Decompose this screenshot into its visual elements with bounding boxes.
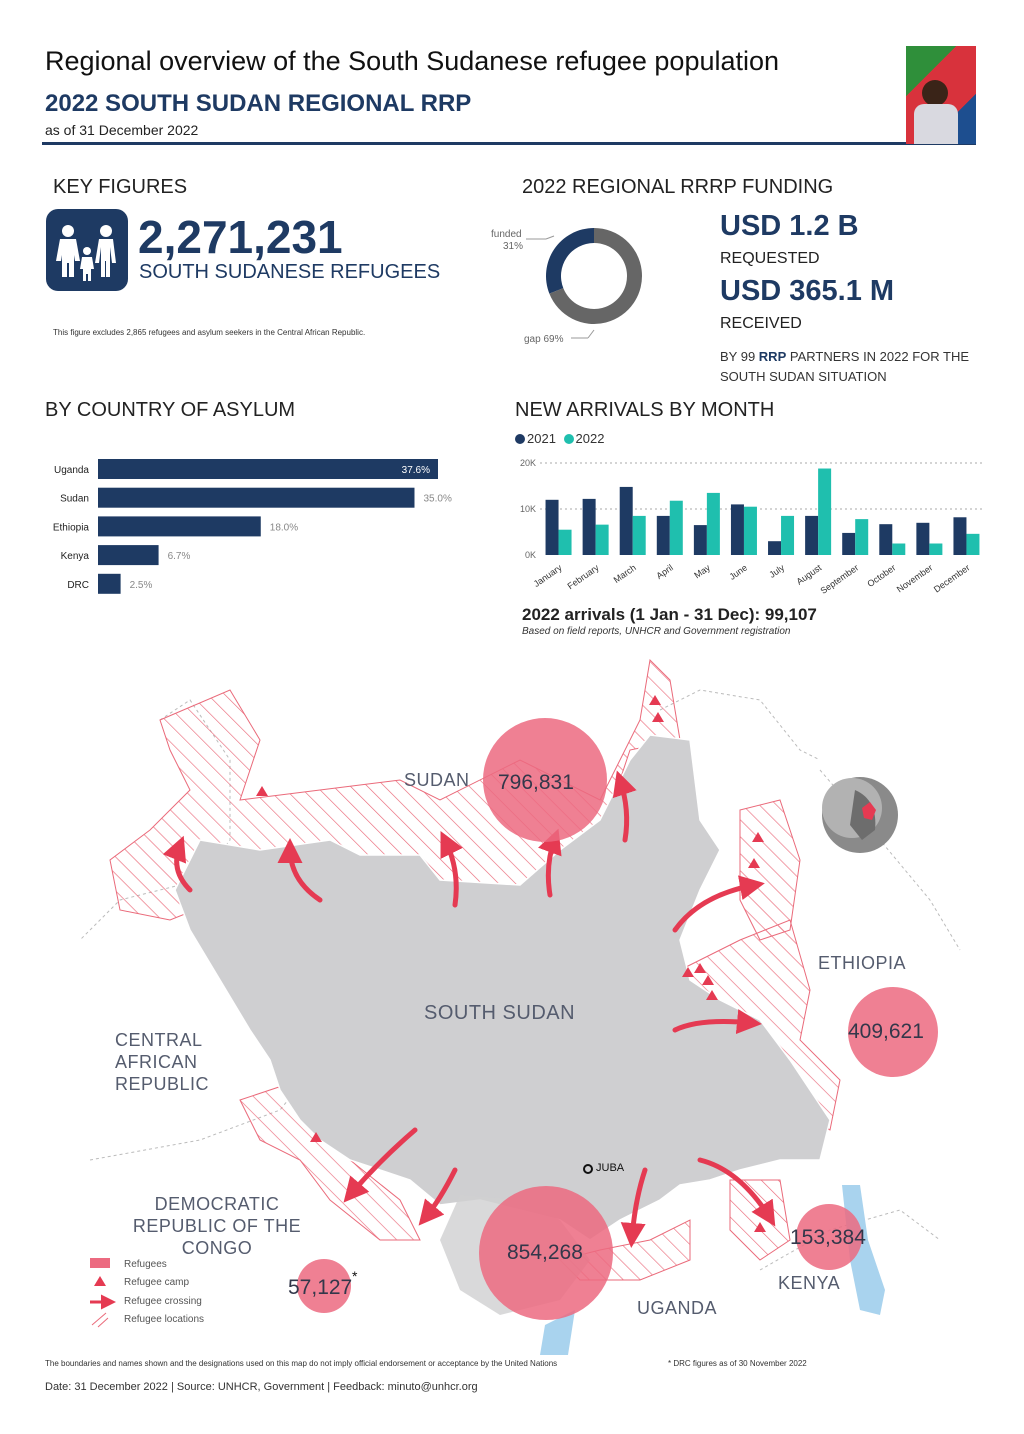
- value-drc-star: *: [352, 1268, 358, 1284]
- arrivals-bar-2022: [966, 534, 979, 555]
- arrivals-bar-2022: [670, 501, 683, 555]
- by-country-heading: BY COUNTRY OF ASYLUM: [45, 399, 296, 421]
- country-value-label: 6.7%: [167, 551, 191, 563]
- funded-label: funded: [491, 229, 522, 240]
- key-figures-note: This figure excludes 2,865 refugees and asylum seekers in the Central African Republic.: [53, 328, 366, 337]
- as-of-date: as of 31 December 2022: [45, 122, 199, 138]
- label-ethiopia: ETHIOPIA: [818, 953, 907, 973]
- country-value-label: 35.0%: [423, 493, 452, 505]
- arrivals-bar-2022: [633, 516, 646, 555]
- arrivals-bar-chart: [510, 452, 990, 602]
- total-refugees-value: 2,271,231: [138, 211, 343, 263]
- country-value-label: 18.0%: [269, 522, 299, 534]
- globe-locator: [822, 777, 898, 853]
- value-sudan: 796,831: [498, 771, 574, 794]
- report-cover-thumbnail[interactable]: [906, 46, 976, 144]
- month-label: December: [931, 562, 972, 595]
- received-value: USD 365.1 M: [720, 275, 895, 307]
- legend-locations: Refugee locations: [124, 1314, 205, 1325]
- month-label: November: [894, 562, 935, 595]
- key-figures-heading: KEY FIGURES: [53, 176, 188, 198]
- new-arrivals-heading: NEW ARRIVALS BY MONTH: [515, 399, 775, 421]
- country-value-label: 37.6%: [401, 465, 430, 476]
- arrivals-bar-2021: [842, 533, 855, 555]
- label-juba: JUBA: [596, 1162, 625, 1174]
- legend-camp: Refugee camp: [124, 1277, 190, 1288]
- funding-heading: 2022 REGIONAL RRRP FUNDING: [522, 176, 834, 198]
- family-icon: [46, 209, 128, 291]
- source-line: Date: 31 December 2022 | Source: UNHCR, Government | Feedback: minuto@unhcr.org: [45, 1381, 478, 1393]
- y-tick-label: 10K: [519, 504, 536, 514]
- arrivals-bar-2022: [596, 525, 609, 555]
- legend-refugees: Refugees: [124, 1259, 167, 1270]
- value-drc: 57,127: [288, 1276, 353, 1299]
- gap-label: gap 69%: [524, 334, 564, 345]
- arrivals-bar-2021: [546, 500, 559, 555]
- month-label: April: [654, 562, 675, 581]
- label-sudan: SUDAN: [404, 770, 470, 790]
- y-tick-label: 20K: [519, 458, 536, 468]
- country-label: Uganda: [53, 465, 89, 476]
- requested-value: USD 1.2 B: [720, 210, 859, 242]
- country-bar-chart: [40, 452, 480, 602]
- month-label: May: [692, 562, 713, 581]
- value-uganda: 854,268: [507, 1241, 583, 1264]
- legend-2022-swatch: [564, 434, 574, 444]
- arrivals-bar-2021: [916, 523, 929, 555]
- country-bar: [98, 488, 414, 508]
- arrivals-bar-2022: [559, 530, 572, 555]
- arrivals-total: 2022 arrivals (1 Jan - 31 Dec): 99,107: [522, 605, 817, 624]
- country-bar: [98, 459, 438, 479]
- legend-crossing: Refugee crossing: [124, 1296, 202, 1307]
- month-label: February: [565, 562, 601, 592]
- received-label: RECEIVED: [720, 315, 802, 332]
- map-disclaimer: The boundaries and names shown and the designations used on this map do not imply official endorsement or acceptance by the United Nations: [45, 1359, 558, 1368]
- label-car: CENTRAL AFRICAN REPUBLIC: [115, 1030, 210, 1094]
- header-divider: [42, 142, 976, 145]
- arrivals-bar-2022: [892, 544, 905, 556]
- arrivals-bar-2021: [694, 525, 707, 555]
- arrivals-bar-2022: [929, 544, 942, 556]
- month-label: March: [611, 562, 638, 585]
- value-kenya: 153,384: [790, 1226, 866, 1249]
- map-legend-symbols: [90, 1258, 110, 1327]
- month-label: September: [818, 562, 861, 596]
- partners-suffix: PARTNERS IN 2022 FOR THE SOUTH SUDAN SITUATION: [720, 349, 970, 384]
- page-title: Regional overview of the South Sudanese refugee population: [45, 46, 780, 76]
- arrivals-bar-2022: [707, 493, 720, 555]
- funding-donut-chart: [486, 212, 686, 348]
- country-value-label: 2.5%: [129, 579, 153, 591]
- country-label: Sudan: [60, 493, 89, 505]
- funded-pct: 31%: [503, 241, 524, 252]
- arrivals-bar-2021: [879, 524, 892, 555]
- month-label: January: [531, 562, 564, 590]
- arrivals-bar-2021: [953, 517, 966, 555]
- legend-2022-label: 2022: [575, 431, 605, 446]
- country-bar: [98, 574, 121, 594]
- partners-rrp: RRP: [758, 349, 787, 364]
- arrivals-bar-2022: [781, 516, 794, 555]
- arrivals-bar-2021: [768, 541, 781, 555]
- drc-footnote: * DRC figures as of 30 November 2022: [668, 1359, 807, 1368]
- arrivals-bar-2021: [583, 499, 596, 555]
- partners-note: [720, 347, 980, 387]
- month-label: July: [767, 562, 787, 580]
- label-drc: DEMOCRATIC REPUBLIC OF THE CONGO: [132, 1194, 302, 1258]
- partners-prefix: BY 99: [720, 349, 759, 364]
- requested-label: REQUESTED: [720, 250, 820, 267]
- arrivals-source-note: Based on field reports, UNHCR and Government registration: [522, 626, 791, 637]
- country-bar: [98, 516, 261, 536]
- month-label: August: [794, 562, 824, 587]
- arrivals-legend: [515, 431, 604, 446]
- y-tick-label: 0K: [524, 550, 536, 560]
- label-kenya: KENYA: [778, 1273, 841, 1293]
- country-label: Ethiopia: [52, 522, 89, 534]
- country-label: DRC: [67, 579, 89, 591]
- label-uganda: UGANDA: [637, 1298, 718, 1318]
- arrivals-bar-2021: [731, 504, 744, 555]
- label-south-sudan: SOUTH SUDAN: [424, 1002, 576, 1024]
- arrivals-bar-2021: [620, 487, 633, 555]
- arrivals-bar-2022: [818, 469, 831, 555]
- total-refugees-label: SOUTH SUDANESE REFUGEES: [139, 261, 441, 283]
- page-subtitle: 2022 SOUTH SUDAN REGIONAL RRP: [45, 90, 472, 117]
- child-photo-head: [922, 80, 948, 106]
- country-label: Kenya: [60, 551, 89, 563]
- arrivals-bar-2021: [805, 516, 818, 555]
- month-label: June: [727, 562, 750, 582]
- child-photo-body: [914, 104, 958, 144]
- arrivals-bar-2022: [744, 507, 757, 555]
- legend-2021-swatch: [515, 434, 525, 444]
- legend-2021-label: 2021: [527, 431, 556, 446]
- value-ethiopia: 409,621: [848, 1020, 924, 1043]
- month-label: October: [865, 562, 898, 590]
- donut-slice-funded: [546, 228, 594, 294]
- arrivals-bar-2021: [657, 516, 670, 555]
- country-bar: [98, 545, 159, 565]
- arrivals-bar-2022: [855, 519, 868, 555]
